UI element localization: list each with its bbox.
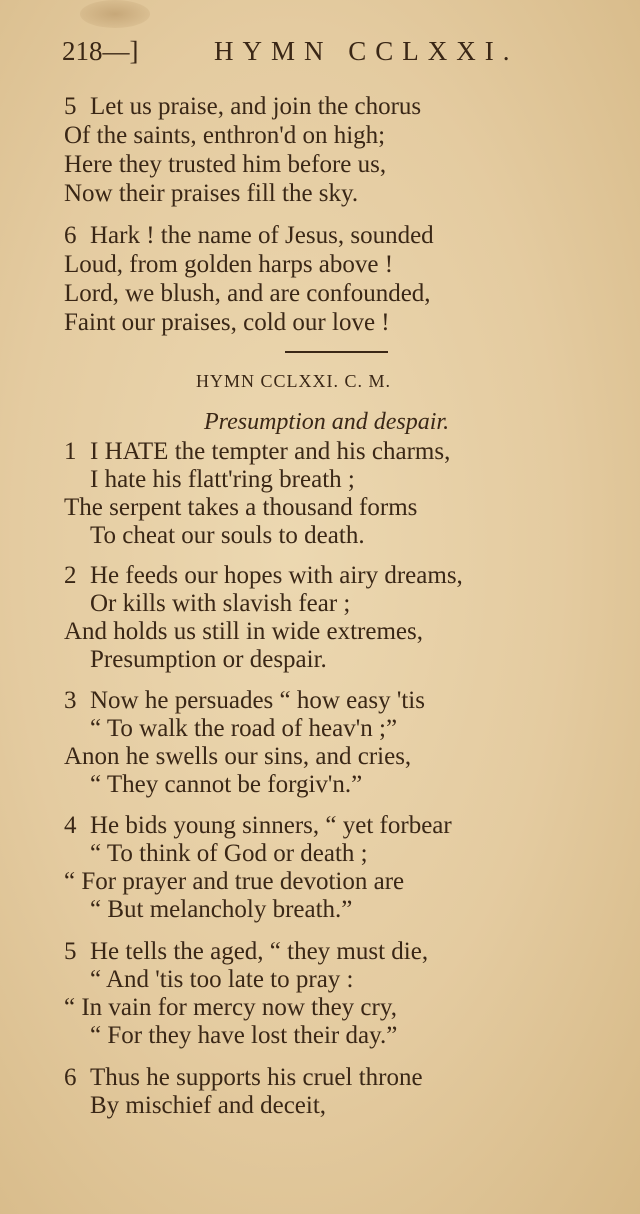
- stanza-number: 3: [64, 687, 77, 714]
- paper-stain: [80, 0, 150, 28]
- hymn-subtitle: Presumption and despair.: [204, 409, 450, 435]
- stanza-line: By mischief and deceit,: [90, 1092, 327, 1119]
- stanza-number: 5: [64, 93, 77, 120]
- page-header: [62, 36, 519, 76]
- stanza-line: “ They cannot be forgiv'n.”: [90, 771, 363, 798]
- stanza-line: And holds us still in wide extremes,: [64, 618, 423, 645]
- stanza-line: 6 Thus he supports his cruel throne: [64, 1064, 423, 1091]
- stanza-number: 2: [64, 562, 77, 589]
- stanza-number: 5: [64, 938, 77, 965]
- stanza-line: I hate his flatt'ring breath ;: [90, 466, 355, 493]
- hymn-heading: HYMN CCLXXI. C. M.: [196, 371, 392, 391]
- stanza-line: “ For prayer and true devotion are: [64, 868, 405, 895]
- stanza-line: Now their praises fill the sky.: [64, 180, 359, 207]
- stanza-line: Presumption or despair.: [90, 646, 327, 673]
- stanza-line: 1 I HATE the tempter and his charms,: [64, 438, 451, 465]
- stanza-line: 2 He feeds our hopes with airy dreams,: [64, 562, 463, 589]
- stanza-line: Anon he swells our sins, and cries,: [64, 743, 412, 770]
- stanza-line: 6 Hark ! the name of Jesus, sounded: [64, 222, 434, 249]
- stanza-line: 4 He bids young sinners, “ yet forbear: [64, 812, 452, 839]
- stanza-line: To cheat our souls to death.: [90, 522, 365, 549]
- stanza-number: 4: [64, 812, 77, 839]
- stanza-line: 5 Let us praise, and join the chorus: [64, 93, 422, 120]
- stanza-line: The serpent takes a thousand forms: [64, 494, 418, 521]
- stanza-line: 3 Now he persuades “ how easy 'tis: [64, 687, 425, 714]
- stanza-line: “ And 'tis too late to pray :: [90, 966, 354, 993]
- stanza-number: 1: [64, 438, 77, 465]
- stanza-number: 6: [64, 1064, 77, 1091]
- stanza-line: Here they trusted him before us,: [64, 151, 387, 178]
- stanza-line: Faint our praises, cold our love !: [64, 309, 390, 336]
- stanza-line: Loud, from golden harps above !: [64, 251, 394, 278]
- stanza-line: Or kills with slavish fear ;: [90, 590, 351, 617]
- stanza-number: 6: [64, 222, 77, 249]
- running-title: HYMN CCLXXI.: [214, 36, 519, 66]
- stanza-line: “ To walk the road of heav'n ;”: [90, 715, 398, 742]
- stanza-line: 5 He tells the aged, “ they must die,: [64, 938, 429, 965]
- stanza-line: Lord, we blush, and are confounded,: [64, 280, 431, 307]
- stanza-line: Of the saints, enthron'd on high;: [64, 122, 386, 149]
- stanza-line: “ But melancholy breath.”: [90, 896, 353, 923]
- section-divider: [285, 351, 388, 353]
- stanza-line: “ To think of God or death ;: [90, 840, 368, 867]
- stanza-line: “ For they have lost their day.”: [90, 1022, 398, 1049]
- page-number: 218—]: [62, 36, 139, 66]
- stanza-line: “ In vain for mercy now they cry,: [64, 994, 397, 1021]
